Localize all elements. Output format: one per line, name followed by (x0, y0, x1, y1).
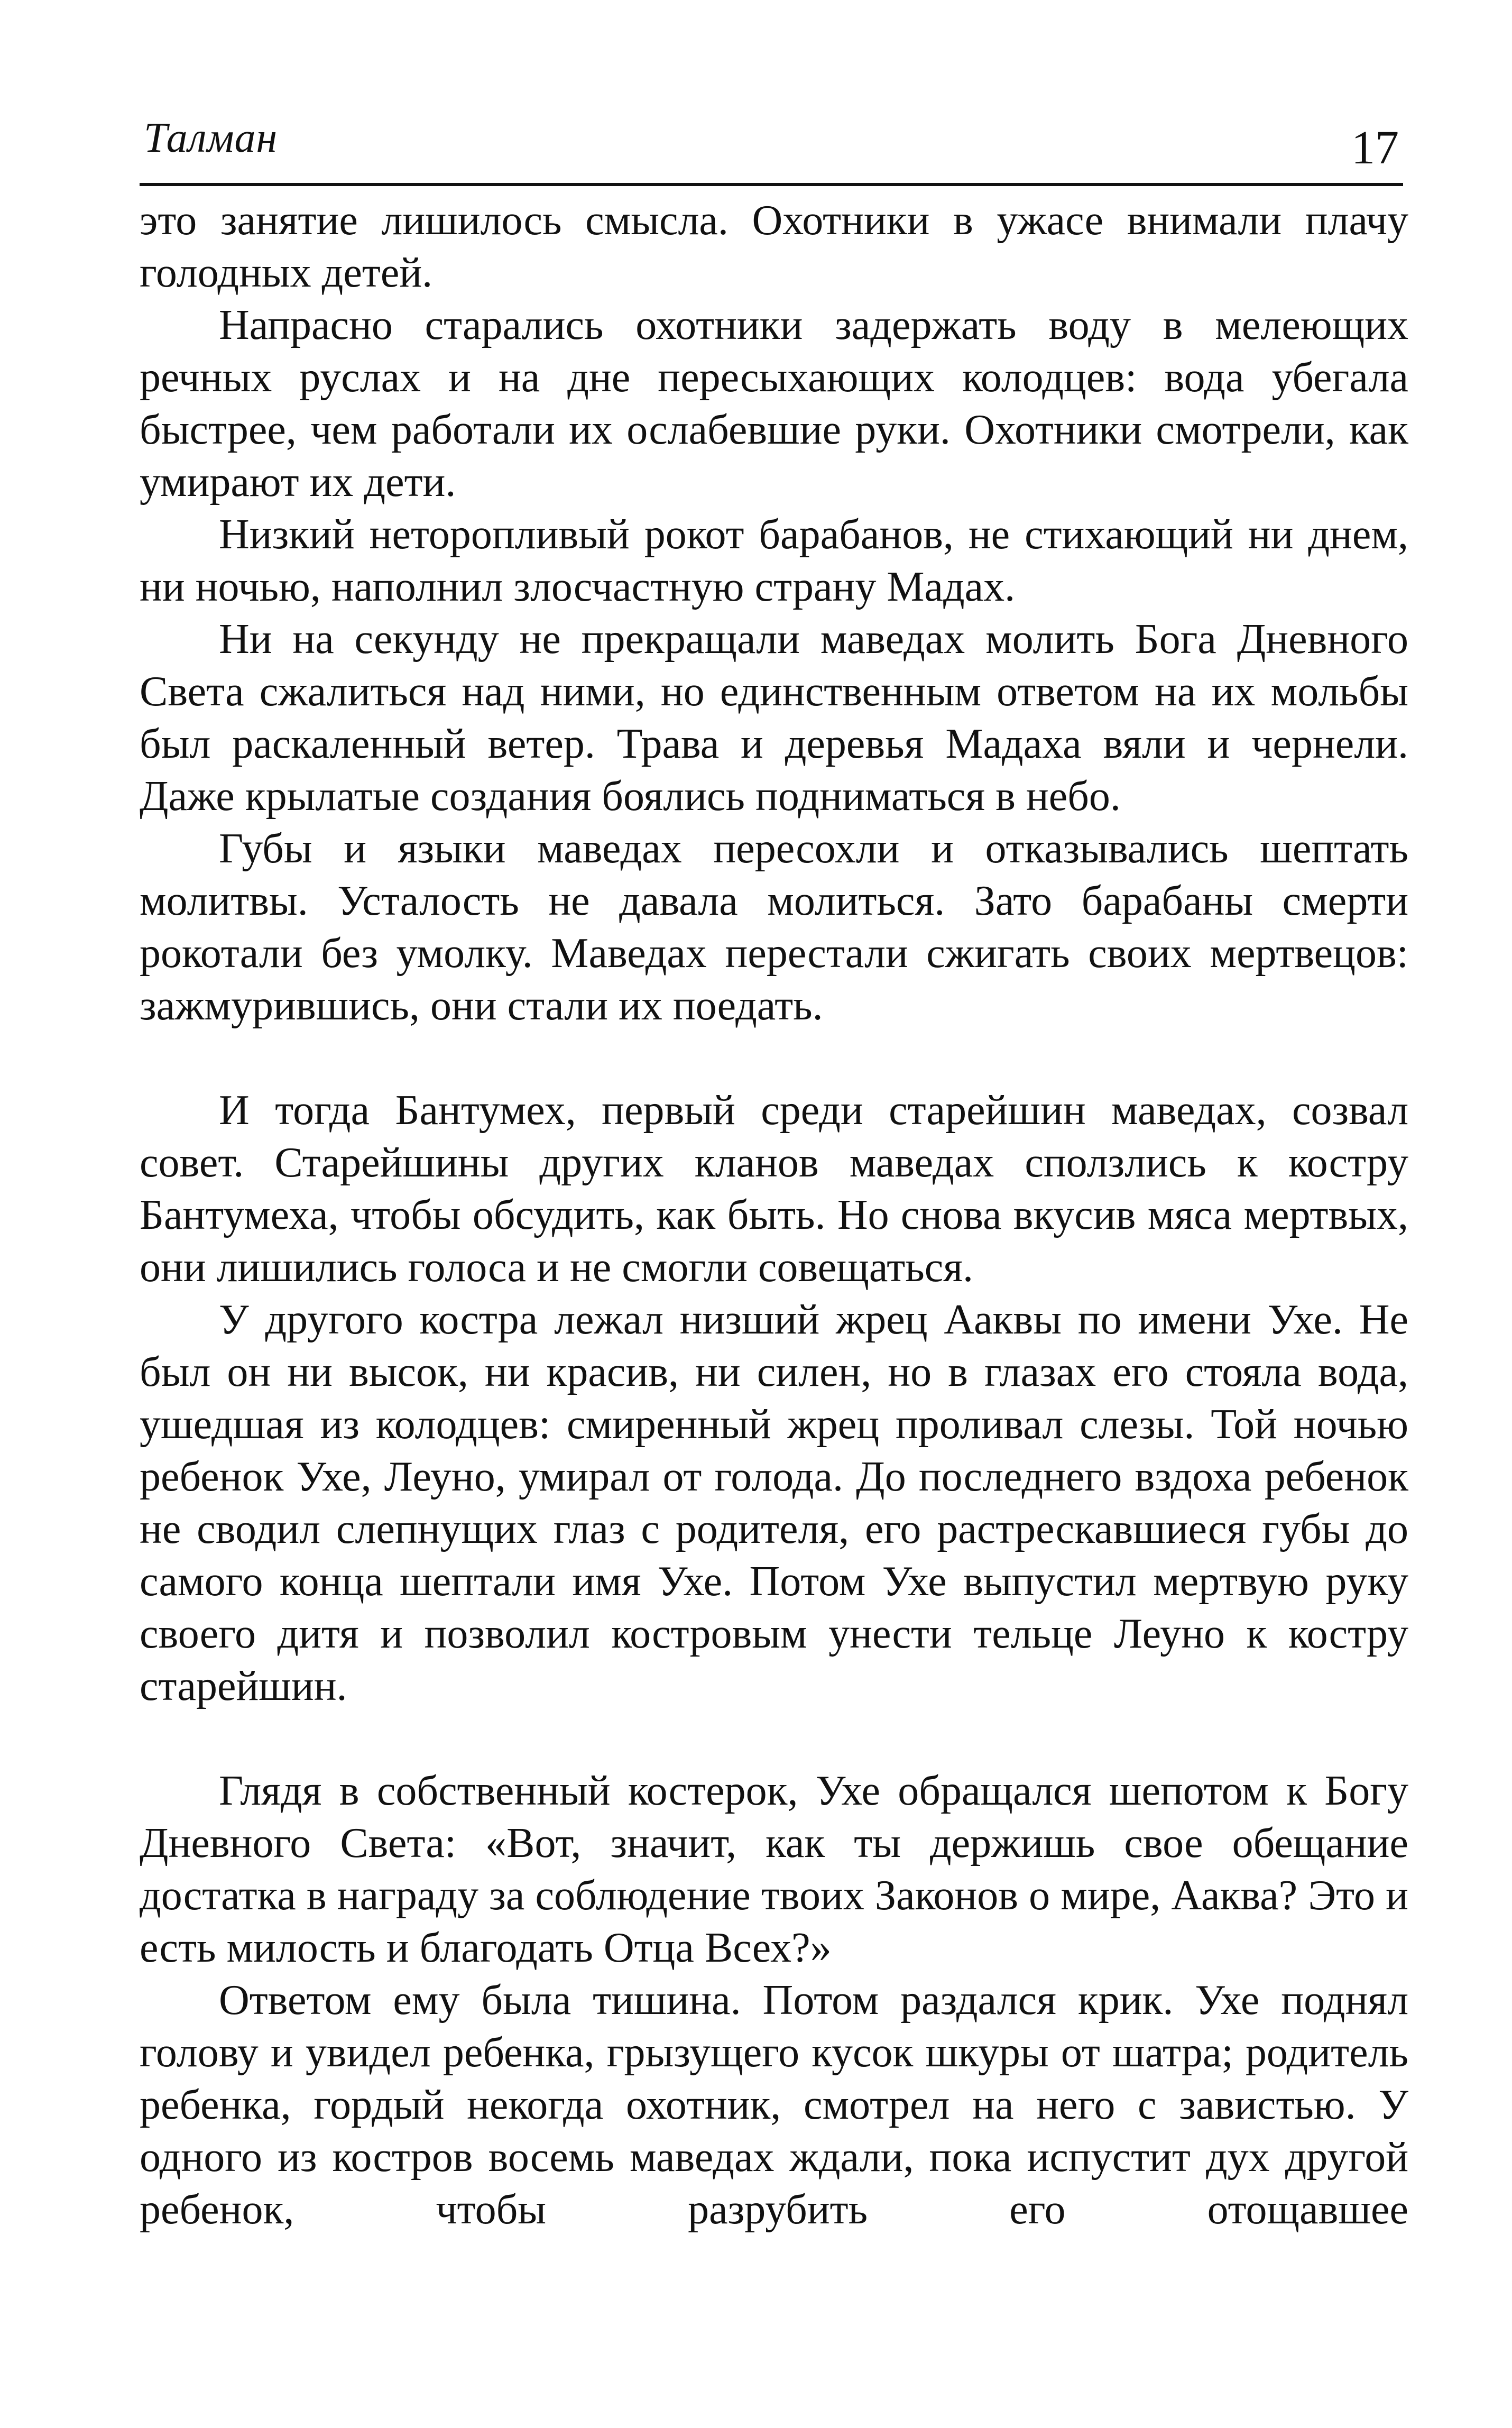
running-title: Талман (144, 115, 278, 161)
paragraph: это занятие лишилось смысла. Охотники в ужасе внимали плачу голодных детей. (140, 197, 1408, 296)
page-header (140, 106, 1408, 185)
paragraph: У другого костра лежал низший жрец Ааквы по имени Ухе. Не был он ни высок, ни красив, ни силен, но в глазах его стояла вода, ушедшая из колодцев: смиренный жрец проливал слезы. Той ночью ребенок Ухе, Леуно, умирал от голода. До последнего вздоха ребенок не сводил слепнущих глаз с родителя, его растрескавшиеся губы до самого конца шептали имя Ухе. Потом Ухе выпустил мертвую руку своего дитя и позволил костровым унести тельце Леуно к костру старейшин. (140, 1296, 1408, 1709)
page-number: 17 (1351, 122, 1399, 174)
paragraph: Глядя в собственный костерок, Ухе обращался шепотом к Богу Дневного Света: «Вот, значит, как ты держишь свое обещание достатка в награду за соблюдение твоих Законов о мире, Ааква? Это и есть милость и благодать Отца Всех?» (140, 1768, 1408, 1971)
paragraph: Губы и языки маведах пересохли и отказывались шептать молитвы. Усталость не давала молиться. Зато барабаны смерти рокотали без умолку. Маведах перестали сжигать своих мертвецов: зажмурившись, они стали их поедать. (140, 825, 1408, 1029)
paragraph: Низкий неторопливый рокот барабанов, не стихающий ни днем, ни ночью, наполнил злосчастную страну Мадах. (140, 511, 1408, 610)
paragraph: Напрасно старались охотники задержать воду в мелеющих речных руслах и на дне пересыхающих колодцев: вода убегала быстрее, чем работали их ослабевшие руки. Охотники смотрели, как умирают их дети. (140, 302, 1408, 505)
paragraph: Ни на секунду не прекращали маведах молить Бога Дневного Света сжалиться над ними, но единственным ответом на их мольбы был раскаленный ветер. Трава и деревья Мадаха вяли и чернели. Даже крылатые создания боялись подниматься в небо. (140, 616, 1408, 820)
body-text (140, 195, 1408, 2236)
book-page (140, 106, 1408, 2236)
paragraph: Ответом ему была тишина. Потом раздался крик. Ухе поднял голову и увидел ребенка, грызущего кусок шкуры от шатра; родитель ребенка, гордый некогда охотник, смотрел на него с завистью. У одного из костров восемь маведах ждали, пока испустит дух другой ребенок, чтобы разрубить его отощавшее (140, 1977, 1408, 2233)
paragraph: И тогда Бантумех, первый среди старейшин маведах, созвал совет. Старейшины других кланов маведах сползлись к костру Бантумеха, чтобы обсудить, как быть. Но снова вкусив мяса мертвых, они лишились голоса и не смогли совещаться. (140, 1087, 1408, 1291)
header-rule (140, 183, 1403, 186)
